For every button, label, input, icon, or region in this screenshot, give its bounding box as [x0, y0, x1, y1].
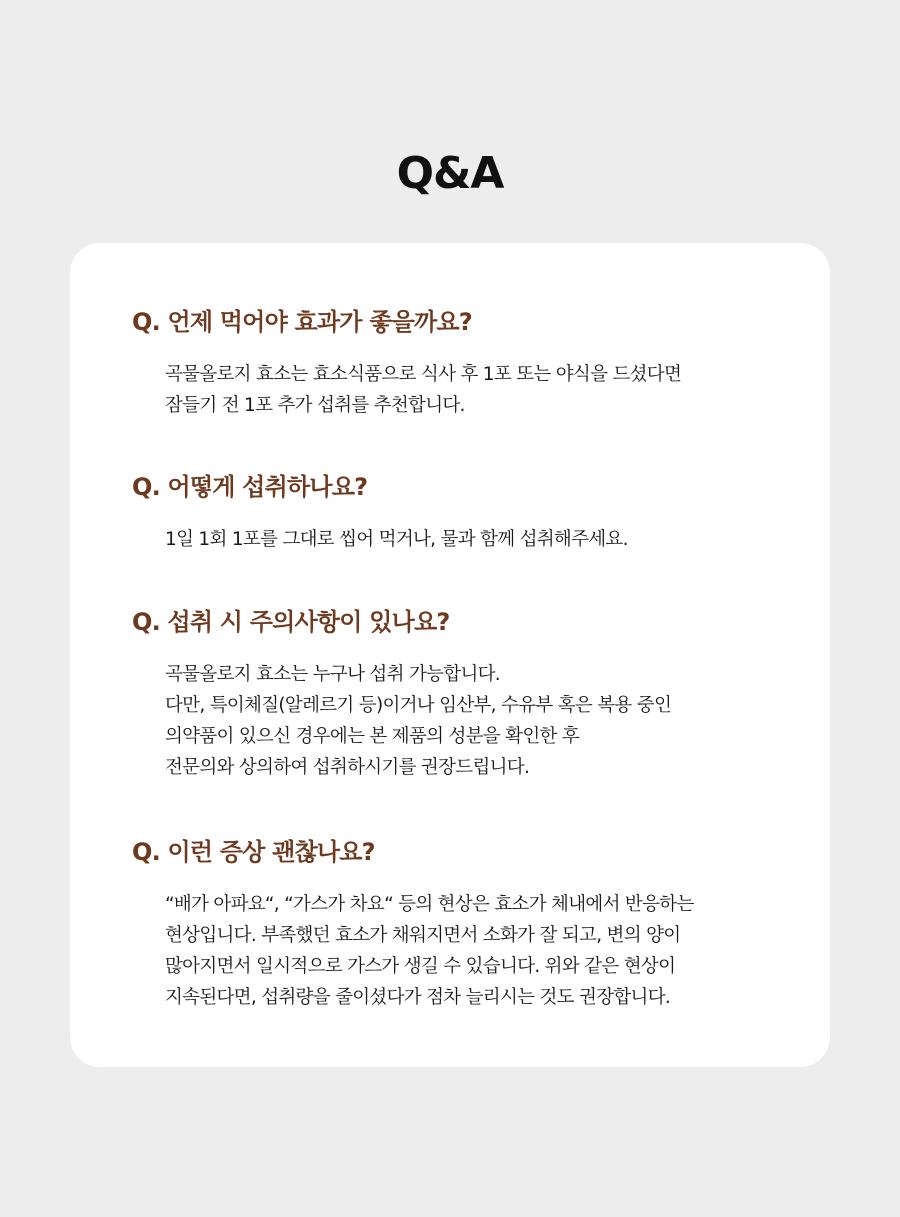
question-heading: Q. 어떻게 섭취하나요?	[132, 473, 368, 501]
answer-line: 다만, 특이체질(알레르기 등)이거나 임산부, 수유부 혹은 복용 중인	[165, 695, 672, 716]
question-heading: Q. 언제 먹어야 효과가 좋을까요?	[132, 308, 472, 336]
answer-line: 전문의와 상의하여 섭취하시기를 권장드립니다.	[165, 757, 530, 778]
qa-item-how-to-take	[132, 470, 792, 555]
qa-item-symptoms	[132, 835, 792, 1013]
answer-line: 곡물올로지 효소는 누구나 섭취 가능합니다.	[165, 664, 500, 685]
answer-text	[132, 524, 792, 555]
question-heading: Q. 섭취 시 주의사항이 있나요?	[132, 608, 450, 636]
question-heading: Q. 이런 증상 괜찮나요?	[132, 838, 375, 866]
page-title: Q&A	[396, 148, 504, 199]
answer-line: 잠들기 전 1포 추가 섭취를 추천합니다.	[165, 395, 465, 416]
answer-text	[132, 659, 792, 783]
answer-line: 지속된다면, 섭취량을 줄이셨다가 점차 늘리시는 것도 권장합니다.	[165, 987, 671, 1008]
answer-text	[132, 359, 792, 421]
answer-line: 의약품이 있으신 경우에는 본 제품의 성분을 확인한 후	[165, 726, 580, 747]
answer-line: 현상입니다. 부족했던 효소가 채워지면서 소화가 잘 되고, 변의 양이	[165, 925, 681, 946]
answer-line: “배가 아파요“, “가스가 차요“ 등의 현상은 효소가 체내에서 반응하는	[165, 894, 694, 915]
qa-item-when-to-take	[132, 305, 792, 421]
answer-line: 1일 1회 1포를 그대로 씹어 먹거나, 물과 함께 섭취해주세요.	[165, 529, 628, 550]
answer-line: 곡물올로지 효소는 효소식품으로 식사 후 1포 또는 야식을 드셨다면	[165, 364, 682, 385]
answer-line: 많아지면서 일시적으로 가스가 생길 수 있습니다. 위와 같은 현상이	[165, 956, 676, 977]
qa-item-precautions	[132, 605, 792, 783]
qa-card	[70, 243, 830, 1067]
answer-text	[132, 889, 792, 1013]
